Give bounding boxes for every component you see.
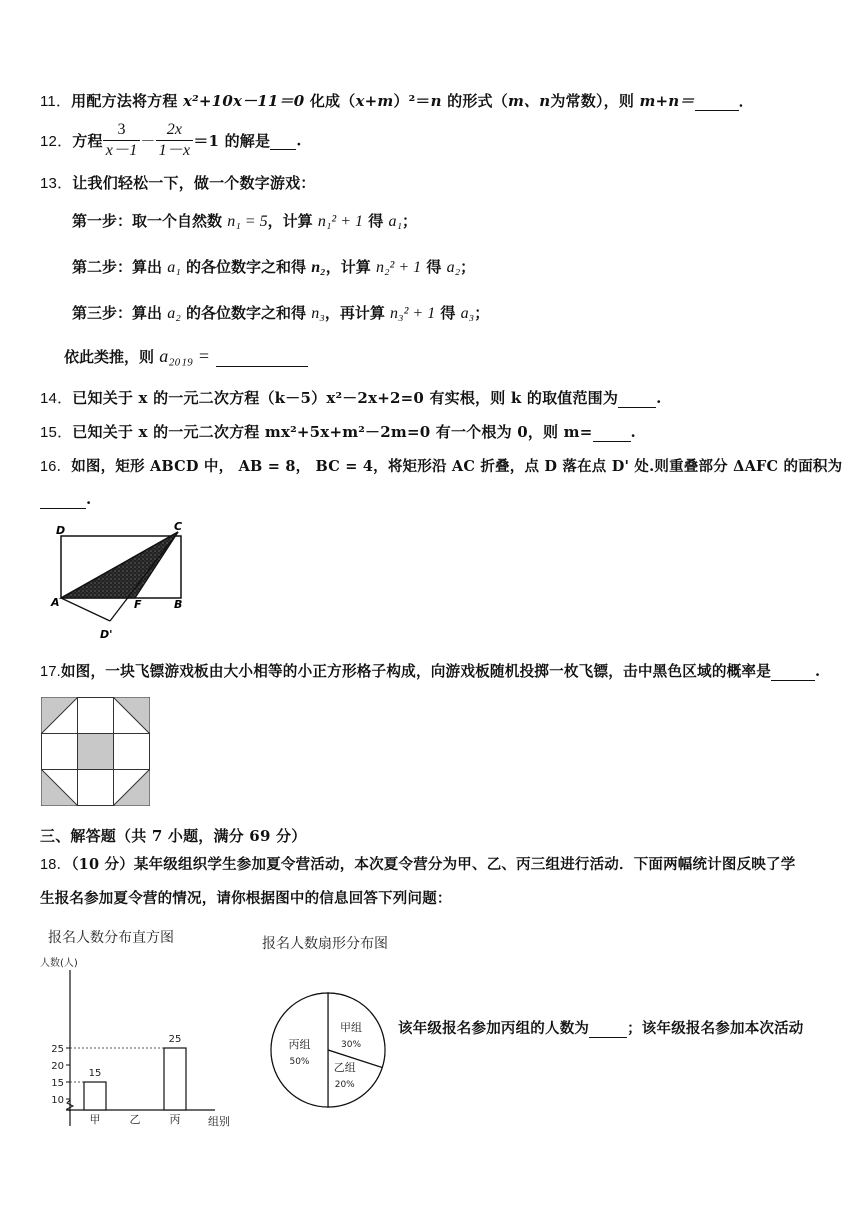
section-title: 三、解答题（共 7 小题，满分 69 分） [40,827,307,845]
q12-tail: ＝1 的解是 [193,132,271,150]
question-18-line-2: 生报名参加夏令营的情况，请你根据图中的信息回答下列问题： [40,890,452,907]
q12-lead: 方程 [72,132,103,150]
q11-end: ． [738,92,754,110]
inference-term: a₂₀₁₉ = [159,346,210,366]
q14-text: 已知关于 x 的一元二次方程（k－5）x²－2x+2=0 有实根，则 k 的取值范围为 [72,389,619,407]
question-16-blank [40,490,91,509]
step-2-text-e: ，计算 [325,258,376,276]
step-2-formula: n₂² + 1 [375,259,422,276]
q11-equation: x²+10x－11＝0 [183,92,305,110]
q18-line-1: （10 分）某年级组织学生参加夏令营活动，本次夏令营分为甲、乙、丙三组进行活动．下面两幅统计图反映了学 [71,856,796,873]
q17-end: . [815,663,821,680]
point-f-label: F [134,598,142,611]
slice-label: 甲组 [340,1021,363,1035]
q11-text-b: 化成（ [304,92,356,110]
step-3-n3: n₃ [311,305,325,322]
q11-text-a: 用配方法将方程 [71,92,183,110]
q13-title: 让我们轻松一下，做一个数字游戏： [72,174,316,192]
answer-blank[interactable] [270,131,296,150]
step-2-end: ； [460,258,476,276]
step-1-text: 第一步：取一个自然数 [72,212,228,230]
question-18-part-1 [398,1017,804,1038]
pie-chart [270,990,400,1120]
fraction-2-numerator: 2x [156,120,194,141]
fraction-1 [103,120,141,161]
step-3-formula: n₃² + 1 [390,305,436,322]
question-number: 11． [40,93,72,110]
bar [84,1082,106,1110]
q11-text-e: 为常数），则 [550,92,640,110]
point-c-label: C [174,520,183,533]
q13-step-3 [72,302,489,323]
question-number: 17. [40,664,61,680]
bar [164,1048,186,1110]
point-b-label: B [174,598,183,611]
y-tick-label: 20 [51,1061,64,1072]
question-number: 18． [40,857,72,873]
fraction-2 [156,120,194,161]
fold-edge-ad [61,598,110,621]
q15-text: 已知关于 x 的一元二次方程 mx²+5x+m²－2m=0 有一个根为 0，则 m= [72,423,593,441]
x-tick-label: 丙 [169,1113,181,1126]
q17-text: 如图，一块飞镖游戏板由大小相等的小正方形格子构成，向游戏板随机投掷一枚飞镖，击中黑色区域的概率是 [60,663,771,680]
step-2-text-c: 的各位数字之和得 [180,258,312,276]
question-11 [40,90,754,111]
step-1-end: ； [402,212,418,230]
question-number: 12． [40,133,73,150]
step-2-n2: n₂ [311,259,326,276]
question-number: 14． [40,390,73,407]
q11-n: n [430,92,442,110]
center-shaded-square [78,734,114,770]
question-number: 15． [40,424,73,441]
answer-blank[interactable] [695,92,739,111]
slice-label: 乙组 [333,1061,356,1075]
step-1-formula: n₁² + 1 [317,213,363,230]
step-1-eq: n₁ = 5 [227,213,268,230]
slice-percent: 50% [289,1057,310,1067]
step-3-a3: a₃ [460,305,475,322]
step-1-text-d: 得 [362,212,389,230]
question-16 [40,455,842,476]
q11-sum: m+n＝ [639,92,695,110]
y-tick-label: 25 [51,1044,64,1055]
q15-end: . [630,423,636,441]
q18-side-b: ；该年级报名参加本次活动 [627,1020,804,1037]
question-18-line-1 [40,853,795,874]
bar-value-label: 25 [168,1034,182,1045]
bar-value-label: 15 [88,1068,102,1079]
slice-percent: 20% [334,1080,355,1091]
bar-chart-title: 报名人数分布直方图 [48,930,174,946]
q13-step-2 [72,256,475,277]
step-2-a1: a₁ [167,259,181,276]
question-15 [40,421,636,442]
fraction-1-numerator: 3 [103,120,141,141]
q16-text: 如图，矩形 ABCD 中， AB = 8， BC = 4，将矩形沿 AC 折叠，点 D 落在点 D' 处.则重叠部分 ΔAFC 的面积为 [71,458,843,475]
x-axis-label: 组别 [208,1115,230,1128]
rectangle-fold-figure [50,518,190,644]
step-1-text-b: ，计算 [267,212,318,230]
q18-side-a: 该年级报名参加丙组的人数为 [398,1020,590,1037]
question-14 [40,387,662,408]
y-tick-label: 10 [51,1095,64,1106]
q11-text-d: 的形式（ [441,92,508,110]
question-number: 16． [40,459,72,475]
step-1-result: a₁ [388,213,402,230]
point-a-label: A [51,596,60,609]
point-d-label: D [56,524,66,537]
bar-chart [40,950,240,1135]
y-axis-label: 人数(人) [40,958,78,969]
question-17 [40,660,820,681]
step-2-a2: a₂ [446,259,461,276]
answer-blank[interactable] [618,389,656,408]
question-number: 13． [40,175,73,192]
step-3-text: 第三步：算出 [72,304,168,322]
q16-end: . [86,490,92,508]
slice-percent: 30% [341,1040,362,1051]
q11-text-c: ）²＝ [393,92,431,110]
fraction-1-denominator: x－1 [105,142,138,159]
answer-blank[interactable] [40,490,86,509]
step-2-text-g: 得 [421,258,447,276]
step-2-text: 第二步：算出 [72,258,168,276]
answer-blank[interactable] [593,423,631,442]
step-3-a2: a₂ [167,305,181,322]
y-tick-label: 15 [51,1078,64,1089]
q13-inference [64,346,308,367]
q13-step-1 [72,210,417,231]
answer-blank[interactable] [771,663,815,681]
slice-label: 丙组 [288,1038,311,1051]
q11-xm: x+m [355,92,394,110]
question-12 [40,120,302,161]
dartboard-figure [41,697,151,807]
fraction-2-denominator: 1－x [158,142,191,159]
q14-end: . [656,389,662,407]
step-3-end: ； [474,304,490,322]
pie-chart-title: 报名人数扇形分布图 [262,936,388,952]
step-3-text-g: 得 [435,304,461,322]
question-13-title [40,172,316,193]
answer-blank[interactable] [216,348,308,367]
point-d-prime-label: D' [100,628,113,641]
x-tick-label: 甲 [89,1113,101,1126]
step-3-text-e: ，再计算 [324,304,391,322]
inference-text: 依此类推，则 [64,348,160,366]
q12-end: . [296,131,302,150]
step-3-text-c: 的各位数字之和得 [180,304,312,322]
x-tick-label: 乙 [129,1113,141,1126]
q11-mn: m、n [507,92,551,110]
answer-blank[interactable] [589,1020,627,1038]
minus-sign: － [140,132,156,150]
